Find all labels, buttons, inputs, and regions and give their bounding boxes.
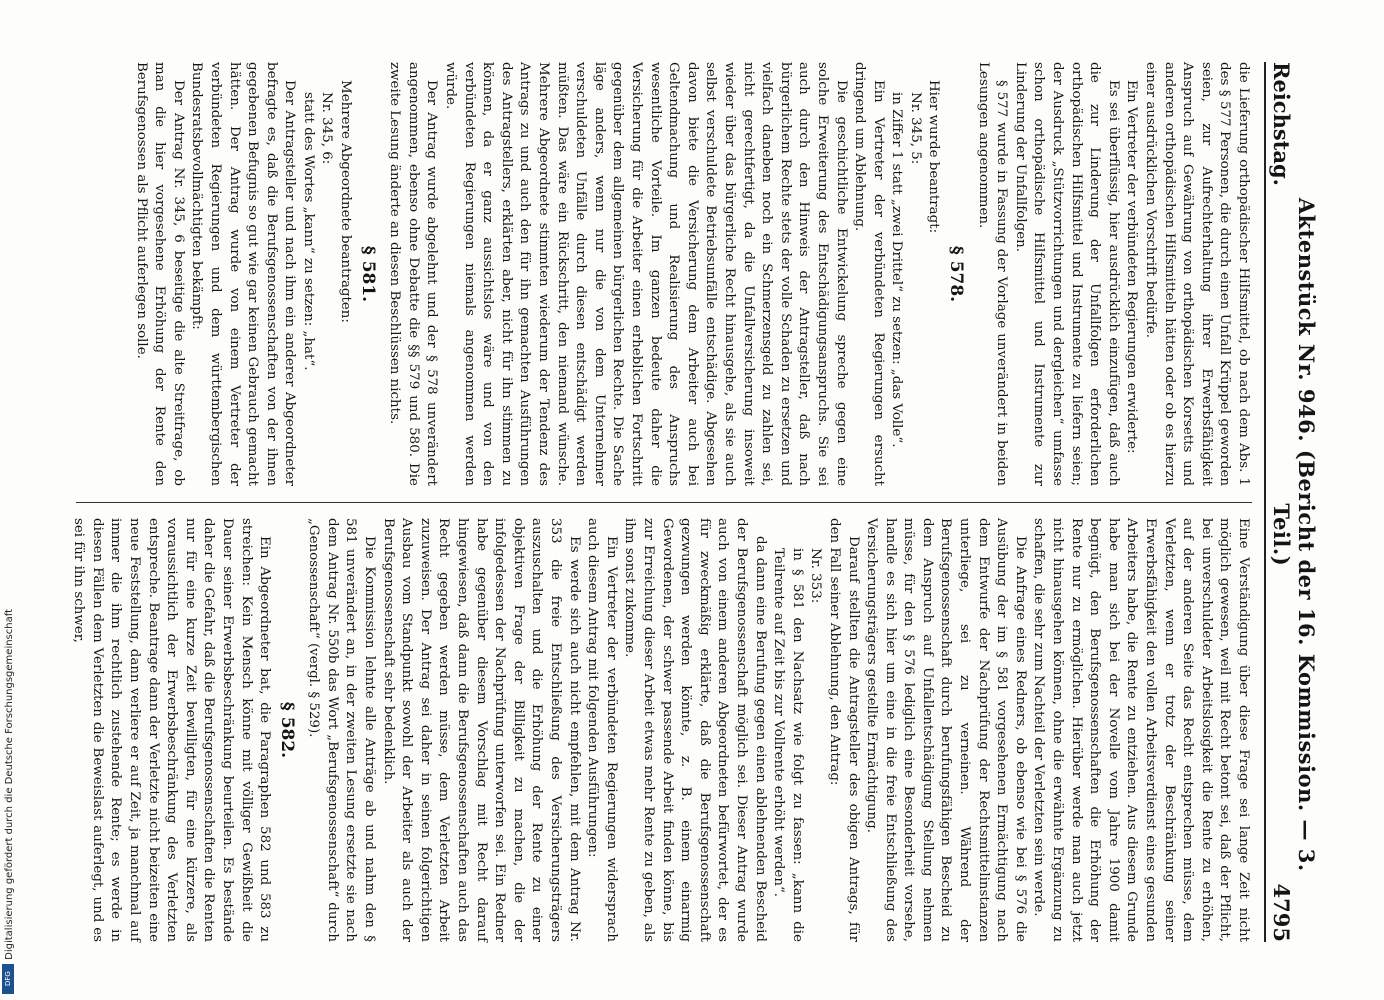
paragraph: in Ziffer 1 statt „zwei Drittel“ zu setzen: „das Volle“. (889, 92, 905, 448)
paragraph: Nr. 345, 6: (319, 92, 335, 165)
paragraph: Hier wurde beantragt: (926, 80, 942, 234)
funding-note: Digitalisierung gefördert durch die Deutsche Forschungsgemeinschaft (4, 609, 15, 960)
paragraph: Mehrere Abgeordnete beantragten: (338, 80, 354, 323)
paragraph: Ein Vertreter der verbündeten Regierungen widersprach auch diesem Antrag mit folgenden Ausführungen: (585, 518, 619, 942)
dfg-logo-icon: DFG (2, 964, 14, 994)
paragraph: Der Antragsteller und nach ihm ein anderer Abgeordneter befragte es, daß die Berufsgenossenschaften von der ihnen gegebenen Befugnis so gut wie gar keinen Gebrauch gemacht hätten. Der Antrag wurde von einem Vertreter der verbündeten Regierungen und dem württembergischen Bundesratsbevollmächtigten bekämpft: (189, 62, 298, 486)
page-number: 4795 (1269, 883, 1294, 942)
paragraph: Ein Vertreter der verbündeten Regierungen erwiderte: (1124, 80, 1140, 454)
paragraph: Die Kommission lehnte alle Anträge ab und nahm den § 581 unverändert an, in der zweiten Lesung ersetzte sie nach dem Antrag Nr. 550b das Wort „Berufsgenossenschaft“ durch „Genossenschaft“ (vergl. § 529). (306, 518, 378, 942)
paragraph: Ein Vertreter der verbündeten Regierungen ersucht dringend um Ablehnung. (852, 62, 886, 486)
running-header (1264, 62, 1319, 942)
section-heading: § 578. (946, 245, 967, 303)
column-divider (76, 502, 1252, 503)
section-heading: § 582. (276, 701, 297, 759)
left-column (76, 62, 1252, 486)
right-column (71, 518, 1252, 942)
paragraph: Eine Verständigung über diese Frage sei lange Zeit nicht möglich gewesen, weil mit Recht betont sei, daß der Pflicht, bei unverschuldeter Arbeitslosigkeit die Rente zu erhöhen, auf der anderen Seite das Recht entsprechen müsse, dem Verletzten, wenn er trotz der Beschränkung seiner Erwerbsfähigkeit den vollen Arbeitsverdienst eines gesunden Arbeiters habe, die Rente zu entziehen. Aus diesem Grunde habe man sich bei der Novelle vom Jahre 1900 damit begnügt, den Berufsgenossenschaften die Erhöhung der Rente nur zu ermöglichen. Hierüber werde man auch jetzt nicht hinausgehen können, ohne die erwähnte Ergänzung zu schaffen, die sehr zum Nachteil der Verletzten sein werde. (1031, 518, 1251, 942)
paragraph: da dann eine Berufung gegen einen ablehnenden Bescheid der Berufsgenossenschaft möglich sei. Dieser Antrag wurde auch von einem anderen Abgeordneten befürwortet, der es für zweckmäßig erklärte, daß die Berufsgenossenschaft gezwungen werden könnte, z. B. einem einarmig Gewordenen, der schwer passende Arbeit finden könne, bis zur Erreichung dieser Arbeit etwas mehr Rente zu geben, als ihm sonst zukomme. (622, 518, 768, 942)
paragraph: die Lieferung orthopädischer Hilfsmittel, ob nach dem Abs. 1 des § 577 Personen, die durch einen Unfall Krüppel geworden seien, zur Aufrechterhaltung ihrer Erwerbsfähigkeit Anspruch auf Gewährung von orthopädischen Korsetts und anderen orthopädischen Hilfsmitteln hätten oder ob es hierzu einer ausdrücklichen Vorschrift bedürfe. (1143, 62, 1251, 486)
paragraph: Die geschichtliche Entwickelung spreche gegen eine solche Erweiterung des Entschädigungsanspruchs. Sie sei auch durch den Hinweis der Antragsteller, daß nach bürgerlichem Rechte stets der volle Schaden zu ersetzen und vielfach daneben noch ein Schmerzensgeld zu zahlen sei, nicht gerechtfertigt, da die Unfallversicherung insoweit wieder über das bürgerliche Recht hinausgehe, als sie auch selbst verschuldete Betriebsunfälle entschädige. Abgesehen davon biete die Versicherung dem Arbeiter auch bei Geltendmachung und Realisierung des Anspruchs wesentliche Vorteile. Im ganzen bedeute daher die Versicherung für die Arbeiter einen erheblichen Fortschritt gegenüber dem allgemeinen bürgerlichen Rechte. Die Sache läge anders, wenn nur die von dem Unternehmer verschuldeten Unfälle durch diesen entschädigt werden müßten. Das wäre ein Rückschritt, den niemand wünsche. Mehrere Abgeordnete stimmten wiederum der Tendenz des Antrags zu und auch den für ihn gemachten Ausführungen des Antragstellers, erklärten aber, nicht für ihn stimmen zu können, da er ganz aussichtslos wäre und von den verbündeten Regierungen niemals angenommen werden würde. (443, 62, 849, 486)
paragraph: Darauf stellten die Antragsteller des obigen Antrags, für den Fall seiner Ablehnung, den Antrag: (826, 518, 861, 942)
paragraph: Nr. 345, 5: (907, 92, 923, 165)
paragraph: Der Antrag Nr. 345, 6 beseitige die alte Streitfrage, ob man die hier vorgesehene Erhöhung der Rente den Berufsgenossen als Pflicht auferlegen solle. (133, 62, 186, 486)
paragraph: Die Anfrage eines Redners, ob ebenso wie bei § 576 die Ausübung der im § 581 vorgesehenen Ermächtigung nach dem Entwurfe der Nachprüfung der Rechtsmittelinstanzen unterliege, sei zu verneinen. Während der Berufsgenossenschaft durch berufungsfähigen Bescheid zu dem Anspruch auf Unfallentschädigung Stellung nehmen müsse, für den § 576 lediglich eine Besonderheit vorsehe, handle es sich hier um eine in die freie Entschließung des Versicherungsträgers gestellte Ermächtigung. (864, 518, 1028, 942)
paragraph: Nr. 353: (808, 548, 824, 604)
paragraph: § 577 wurde in Fassung der Vorlage unverändert in beiden Lesungen angenommen. (975, 62, 1010, 486)
section-heading: § 581. (357, 245, 378, 303)
paragraph: Ein Abgeordneter bat, die Paragraphen 582 und 583 zu streichen: Kein Mensch könne mit völliger Gewißheit die Dauer seiner Erwerbsbeschränkung beurteilen. Es bestände daher die Gefahr, daß die Berufsgenossenschaften die Renten nur für eine kurze Zeit bewilligten, für eine kürzere, als voraussichtlich der Erwerbsbeschränkung des Verletzten entspreche. Beantrage dann der Verletzte nicht beizeiten eine neue Feststellung, dann verliere er auf Zeit, ja manchmal auf immer die ihm rechtlich zustehende Rente; es werde in diesen Fällen dem Verletzten die Beweislast auferlegt, und es sei für ihn schwer, (71, 518, 273, 942)
paragraph: Es sei überflüssig, hier ausdrücklich einzufügen, daß auch die zur Linderung der Unfallfolgen erforderlichen orthopädischen Hilfsmittel und Instrumente zu liefern seien; der Ausdruck „Stützvorrichtungen und dergleichen“ umfasse schon orthopädische Hilfsmittel und Instrumente zur Linderung der Unfallfolgen. (1012, 62, 1121, 486)
paragraph: statt des Wortes „kann“ zu setzen: „hat“. (300, 92, 316, 371)
paragraph: in § 581 den Nachsatz wie folgt zu fassen: „kann die Teilrente auf Zeit bis zur Vollrente erhöht werden“. (771, 548, 805, 942)
header-left: Reichstag. (1269, 62, 1294, 186)
paragraph: Es werde sich auch nicht empfehlen, mit dem Antrag Nr. 353 die freie Entschließung des Versicherungsträgers auszuschalten und die Erhöhung der Rente zu einer objektiven Frage der Billigkeit zu machen, die der infolgedessen der Nachprüfung unterworfen sei. Ein Redner habe gegenüber diesem Vorschlag mit Recht darauf hingewiesen, daß dann die Berufsgenossenschaften auch das Recht gegeben werden müsse, dem Verletzten Arbeit zuzuweisen. Der Antrag sei daher in seinen folgerichtigen Ausbau vom Standpunkt sowohl der Arbeiter als auch der Berufsgenossenschaft sehr bedenklich. (380, 518, 582, 942)
document-page (71, 62, 1319, 942)
header-center: Aktenstück Nr. 946. (Bericht der 16. Kommission. — 3. Teil.) (1269, 197, 1319, 872)
paragraph: Der Antrag wurde abgelehnt und der § 578 unverändert angenommen, ebenso ohne Debatte die §§ 579 und 580. Die zweite Lesung änderte an diesen Beschlüssen nichts. (387, 62, 440, 486)
